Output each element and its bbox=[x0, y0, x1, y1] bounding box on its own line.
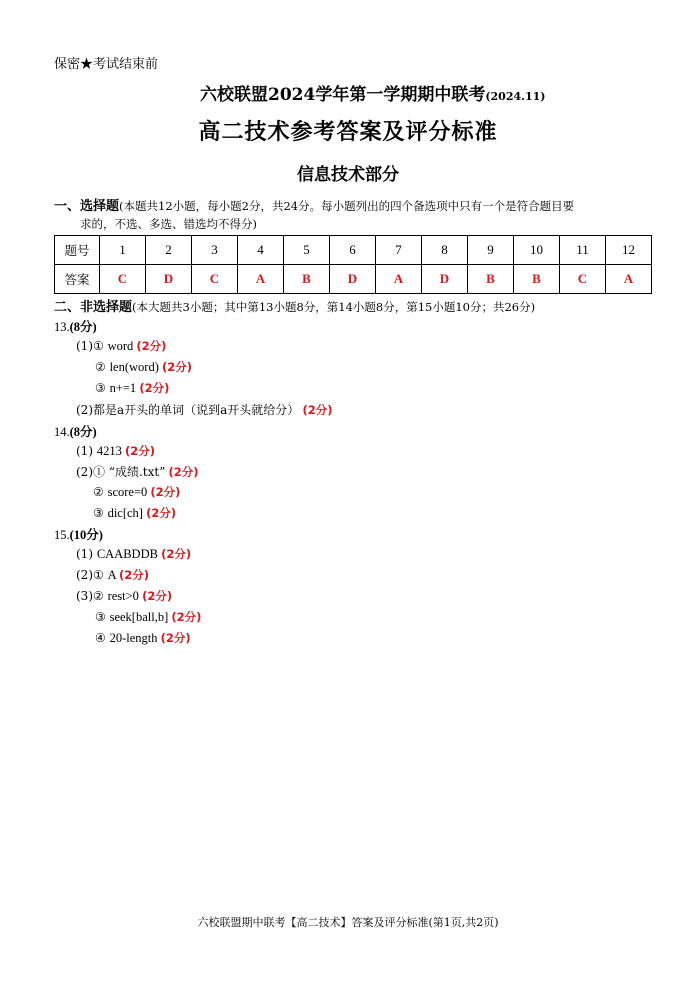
q15-line3-score: (2分) bbox=[142, 589, 173, 603]
table-cell: 3 bbox=[192, 236, 238, 265]
q15-line2-prefix: (2)① bbox=[76, 568, 108, 582]
q15-line3-prefix: (3)② bbox=[76, 589, 108, 603]
answer-cell: C bbox=[192, 265, 238, 294]
section1-note-line2: 求的，不选、多选、错选均不得分) bbox=[80, 217, 257, 231]
confidential-label: 保密★考试结束前 bbox=[54, 57, 159, 72]
q14-line1 bbox=[76, 443, 155, 459]
q14-line2-score: (2分) bbox=[168, 465, 199, 479]
q14-line1-score: (2分) bbox=[124, 444, 155, 458]
answer-cell: C bbox=[100, 265, 146, 294]
q13-line4-prefix: (2) bbox=[76, 403, 93, 417]
answer-cell: B bbox=[284, 265, 330, 294]
answer-cell: D bbox=[146, 265, 192, 294]
section1-heading-label: 一、选择题 bbox=[54, 199, 120, 214]
q13-line4-answer: 都是a开头的单词（说到a开头就给分） bbox=[93, 403, 300, 417]
q13-label: 13. bbox=[54, 320, 70, 334]
q14-line4 bbox=[93, 505, 176, 521]
page-footer: 六校联盟期中联考【高二技术】答案及评分标准(第1页,共2页) bbox=[197, 916, 499, 929]
q14-line1-answer: 4213 bbox=[96, 444, 122, 458]
q13-line4-score: (2分) bbox=[302, 403, 333, 417]
q15-line4-score: (2分) bbox=[171, 610, 202, 624]
q14-line2-answer: “成绩.txt” bbox=[108, 465, 166, 479]
q13-line1-answer: word bbox=[107, 339, 134, 353]
exam-title-text: 六校联盟2024学年第一学期期中联考 bbox=[200, 85, 486, 105]
q13-line1-prefix: (1)① bbox=[76, 339, 108, 353]
q13-points: (8分) bbox=[69, 320, 97, 334]
q14-points: (8分) bbox=[69, 425, 97, 439]
q15-line1-answer: CAABDDB bbox=[96, 547, 158, 561]
answer-table bbox=[54, 235, 652, 294]
table-row-numbers bbox=[55, 236, 652, 265]
answer-cell: C bbox=[560, 265, 606, 294]
table-row-answers bbox=[55, 265, 652, 294]
q15-line5-score: (2分) bbox=[160, 631, 191, 645]
q15-line2 bbox=[76, 567, 149, 583]
q14-line3-answer: score=0 bbox=[107, 485, 148, 499]
q15-line1-prefix: (1) bbox=[76, 547, 97, 561]
table-cell: 10 bbox=[514, 236, 560, 265]
section1-heading bbox=[54, 195, 574, 214]
q13-line3 bbox=[95, 380, 169, 396]
q15-header bbox=[54, 525, 103, 543]
q14-line1-prefix: (1) bbox=[76, 444, 97, 458]
row-label-answer: 答案 bbox=[55, 265, 100, 294]
q13-line1 bbox=[76, 338, 166, 354]
exam-title bbox=[200, 80, 546, 105]
table-cell: 2 bbox=[146, 236, 192, 265]
q13-line3-prefix: ③ bbox=[95, 381, 110, 395]
table-cell: 5 bbox=[284, 236, 330, 265]
section1-note: (本题共12小题，每小题2分，共24分。每小题列出的四个备选项中只有一个是符合题目要 bbox=[119, 199, 575, 213]
answer-cell: D bbox=[330, 265, 376, 294]
section2-heading-label: 二、非选择题 bbox=[54, 300, 133, 315]
answer-cell: A bbox=[606, 265, 652, 294]
q15-line3 bbox=[76, 588, 172, 604]
table-cell: 1 bbox=[100, 236, 146, 265]
section2-note: (本大题共3小题；其中第13小题8分，第14小题8分，第15小题10分；共26分) bbox=[132, 300, 536, 314]
q15-points: (10分) bbox=[69, 528, 103, 542]
answer-cell: B bbox=[514, 265, 560, 294]
q15-line5-prefix: ④ bbox=[95, 631, 110, 645]
q14-line4-score: (2分) bbox=[146, 506, 177, 520]
table-cell: 7 bbox=[376, 236, 422, 265]
q14-line3 bbox=[93, 484, 180, 500]
table-cell: 8 bbox=[422, 236, 468, 265]
q15-line3-answer: rest>0 bbox=[107, 589, 139, 603]
q14-line4-answer: dic[ch] bbox=[107, 506, 143, 520]
q15-line4-answer: seek[ball,b] bbox=[109, 610, 169, 624]
q14-line3-prefix: ② bbox=[93, 485, 108, 499]
q13-line4 bbox=[76, 401, 332, 418]
answer-cell: D bbox=[422, 265, 468, 294]
q13-line2-score: (2分) bbox=[162, 360, 193, 374]
q15-label: 15. bbox=[54, 528, 70, 542]
answer-cell: B bbox=[468, 265, 514, 294]
q15-line1 bbox=[76, 546, 191, 562]
q13-line3-score: (2分) bbox=[139, 381, 170, 395]
row-label-number: 题号 bbox=[55, 236, 100, 265]
table-cell: 9 bbox=[468, 236, 514, 265]
q14-line2 bbox=[76, 463, 198, 480]
q15-line2-answer: A bbox=[107, 568, 116, 582]
q13-header bbox=[54, 317, 97, 335]
q14-label: 14. bbox=[54, 425, 70, 439]
table-cell: 6 bbox=[330, 236, 376, 265]
q13-line2-prefix: ② bbox=[95, 360, 110, 374]
exam-date: (2024.11) bbox=[485, 90, 546, 103]
q13-line1-score: (2分) bbox=[136, 339, 167, 353]
q13-line2-answer: len(word) bbox=[109, 360, 159, 374]
q13-line3-answer: n+=1 bbox=[109, 381, 137, 395]
answer-cell: A bbox=[238, 265, 284, 294]
q15-line5-answer: 20-length bbox=[109, 631, 158, 645]
q15-line4 bbox=[95, 609, 201, 625]
subject-title: 信息技术部分 bbox=[297, 165, 399, 185]
q14-line4-prefix: ③ bbox=[93, 506, 108, 520]
table-cell: 11 bbox=[560, 236, 606, 265]
q14-header bbox=[54, 422, 97, 440]
answer-cell: A bbox=[376, 265, 422, 294]
q14-line2-prefix: (2)① bbox=[76, 465, 109, 479]
section2-heading bbox=[54, 296, 535, 315]
q13-line2 bbox=[95, 359, 192, 375]
q15-line2-score: (2分) bbox=[119, 568, 150, 582]
q14-line3-score: (2分) bbox=[150, 485, 181, 499]
q15-line1-score: (2分) bbox=[161, 547, 192, 561]
q15-line5 bbox=[95, 630, 191, 646]
table-cell: 12 bbox=[606, 236, 652, 265]
doc-title: 高二技术参考答案及评分标准 bbox=[198, 119, 498, 145]
table-cell: 4 bbox=[238, 236, 284, 265]
q15-line4-prefix: ③ bbox=[95, 610, 110, 624]
